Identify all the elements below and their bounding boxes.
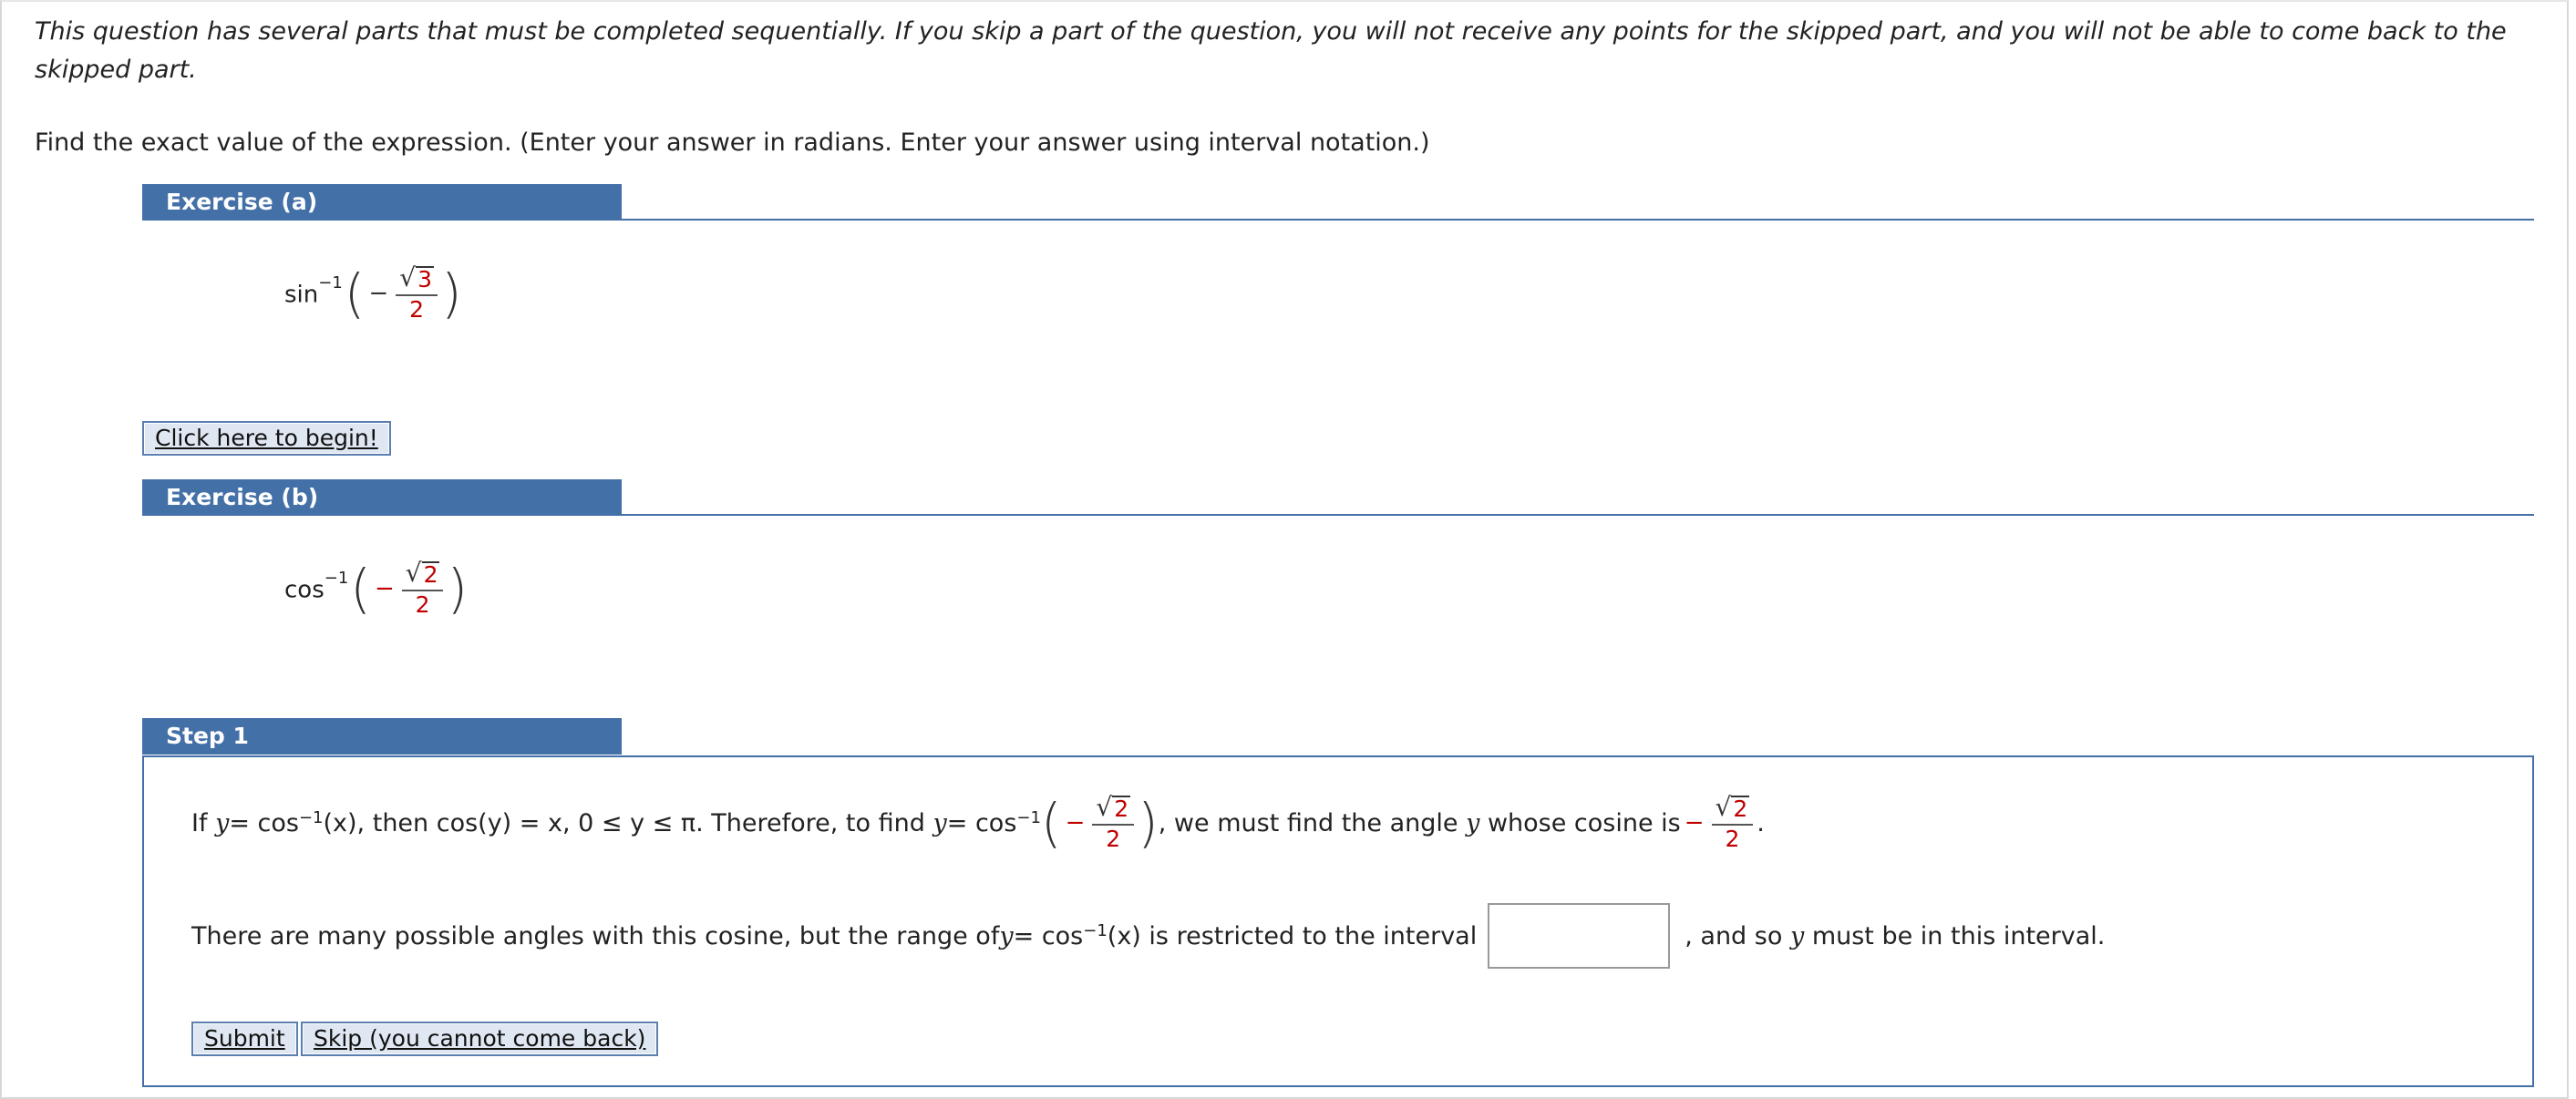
step1-line1: If y = cos $^{-1}$ (x), then cos(y) = x, 0 ≤ y ≤ π. Therefore, to find y = cos $^{-1}$ ( − √ 2 2 ) , we must find the angle y whose cosine is − √ 2 2 . [191, 791, 1765, 854]
exercise-a-header [142, 184, 2534, 221]
begin-button[interactable]: Click here to begin! [142, 421, 391, 456]
intro-text: This question has several parts that must be completed sequentially. If you skip a part of the question, you will not receive any points for the skipped part, and you will not be able to come back to the skipped part. [35, 17, 2507, 84]
fraction [396, 264, 438, 324]
right-paren: ) [447, 558, 469, 620]
radicand: 2 [423, 560, 438, 588]
step1-header [142, 718, 622, 755]
minus-sign: − [1684, 809, 1705, 837]
radicand: 3 [417, 265, 432, 293]
step1-line2: There are many possible angles with this cosine, but the range of y = cos $^{-1}$ (x) is restricted to the interval , and so y must be in this interval. [191, 901, 2105, 971]
exercise-a-title: Exercise (a) [142, 184, 622, 221]
function-name: $\sin^{-1}$ [284, 272, 343, 309]
exercise-b-header [142, 479, 2534, 516]
step1-panel [142, 755, 2534, 1087]
interval-answer-input[interactable] [1488, 903, 1670, 969]
left-paren: ( [350, 558, 371, 620]
fraction: √ 2 2 [1092, 794, 1134, 853]
sqrt-icon: √ [1715, 791, 1732, 822]
exercise-a-rule [622, 219, 2534, 221]
exercise-b-title: Exercise (b) [142, 479, 622, 516]
fraction: √ 2 2 [1712, 794, 1754, 853]
denominator: 2 [415, 591, 430, 618]
denominator: 2 [409, 295, 425, 323]
left-paren: ( [1040, 792, 1062, 854]
sqrt-icon: √ [1096, 791, 1113, 822]
minus-sign: − [374, 575, 395, 602]
submit-button[interactable]: Submit [191, 1022, 298, 1056]
right-paren: ) [440, 262, 462, 324]
fraction [402, 557, 444, 619]
exercise-a-expression [284, 248, 462, 339]
right-paren: ) [1138, 792, 1159, 854]
sqrt-icon: √ [405, 557, 422, 588]
step1-title: Step 1 [142, 718, 622, 755]
left-paren: ( [344, 262, 366, 324]
skip-button[interactable]: Skip (you cannot come back) [301, 1022, 658, 1056]
exercise-b-expression [284, 543, 468, 634]
minus-sign: − [368, 280, 389, 307]
minus-sign: − [1065, 809, 1086, 837]
sqrt-icon: √ [399, 262, 417, 293]
function-name: $\cos^{-1}$ [284, 568, 349, 604]
instruction-text: Find the exact value of the expression. (Enter your answer in radians. Enter your answer using interval notation.) [35, 128, 1430, 157]
exercise-b-rule [622, 514, 2534, 516]
